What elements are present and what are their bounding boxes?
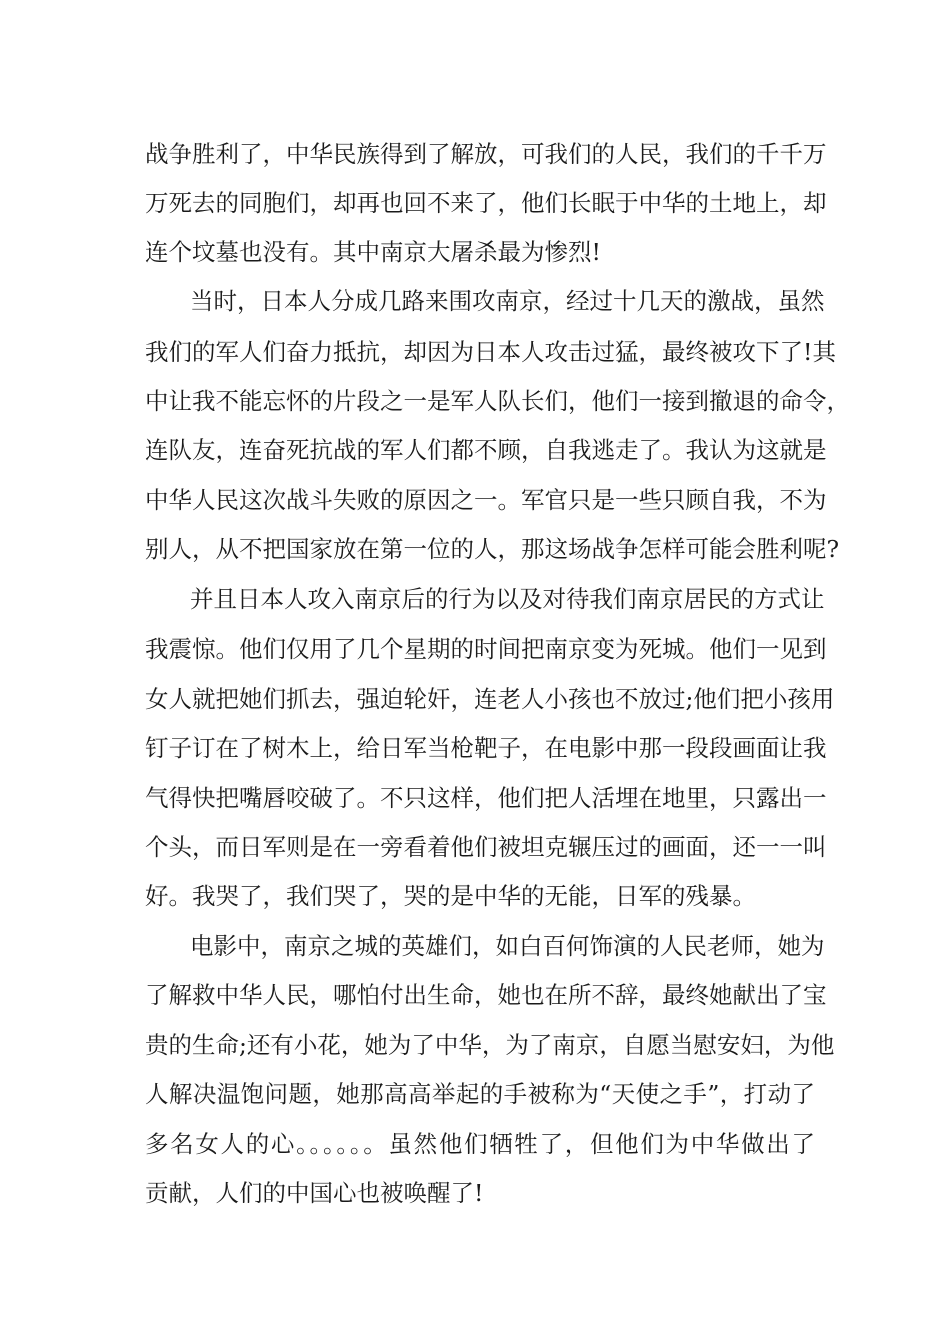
text-line: 贵的生命;还有小花，她为了中华，为了南京，自愿当慰安妇，为他 — [145, 1031, 835, 1059]
text-line: 我震惊。他们仅用了几个星期的时间把南京变为死城。他们一见到 — [145, 635, 827, 663]
paragraph-first-line: 电影中，南京之城的英雄们，如白百何饰演的人民老师，她为 — [190, 932, 825, 960]
text-line: 了解救中华人民，哪怕付出生命，她也在所不辞，最终她献出了宝 — [145, 981, 827, 1009]
text-line: 气得快把嘴唇咬破了。不只这样，他们把人活埋在地里，只露出一 — [145, 784, 827, 812]
text-line: 钉子订在了树木上，给日军当枪靶子，在电影中那一段段画面让我 — [145, 734, 827, 762]
text-line: 好。我哭了，我们哭了，哭的是中华的无能，日军的残暴。 — [145, 882, 756, 910]
text-line: 多名女人的心。。。。。。虽然他们牺牲了，但他们为中华做出了 — [145, 1130, 815, 1158]
paragraph-first-line: 并且日本人攻入南京后的行为以及对待我们南京居民的方式让 — [190, 585, 825, 613]
text-line: 战争胜利了，中华民族得到了解放，可我们的人民，我们的千千万 — [145, 140, 827, 168]
text-line: 连队友，连奋死抗战的军人们都不顾，自我逃走了。我认为这就是 — [145, 436, 827, 464]
text-line: 万死去的同胞们，却再也回不来了，他们长眠于中华的土地上，却 — [145, 189, 827, 217]
text-line: 个头，而日军则是在一旁看着他们被坦克辗压过的画面，还一一叫 — [145, 833, 827, 861]
text-line: 中华人民这次战斗失败的原因之一。军官只是一些只顾自我，不为 — [145, 486, 827, 514]
text-line: 连个坟墓也没有。其中南京大屠杀最为惨烈! — [145, 238, 601, 266]
paragraph-first-line: 当时，日本人分成几路来围攻南京，经过十几天的激战，虽然 — [190, 287, 825, 315]
text-line: 女人就把她们抓去，强迫轮奸，连老人小孩也不放过;他们把小孩用 — [145, 685, 835, 713]
text-line: 贡献，人们的中国心也被唤醒了! — [145, 1179, 484, 1207]
text-line: 别人，从不把国家放在第一位的人，那这场战争怎样可能会胜利呢? — [145, 535, 840, 563]
text-line: 人解决温饱问题，她那高高举起的手被称为“天使之手”，打动了 — [145, 1080, 815, 1108]
text-line: 中让我不能忘怀的片段之一是军人队长们，他们一接到撤退的命令， — [145, 387, 850, 415]
text-line: 我们的军人们奋力抵抗，却因为日本人攻击过猛，最终被攻下了!其 — [145, 338, 836, 366]
